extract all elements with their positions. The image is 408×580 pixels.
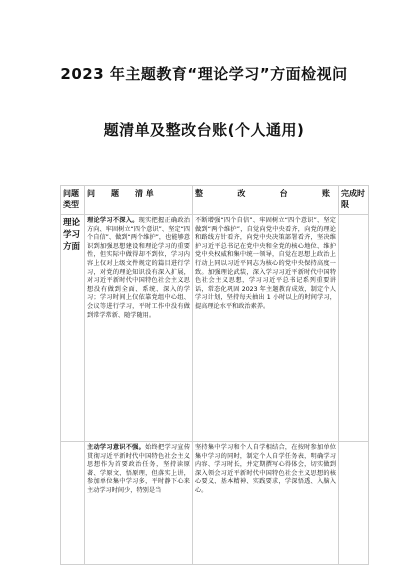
- issue-text: 始终把学习宣传贯彻习近平新时代中国特色社会主义思想作为首要政治任务，坚持读原著、学原文、悟原理，但落实上讲，参加单位集中学习多，平时静下心来主动学习时间少，特别是当: [87, 444, 191, 494]
- row-category: 理论学习方面: [63, 218, 81, 252]
- header-fix-char-3: 台: [279, 189, 288, 198]
- document-title-line1: 2023 年主题教育“理论学习”方面检视问: [60, 65, 348, 83]
- issue-cell: [85, 215, 193, 442]
- header-fix-char-4: 账: [321, 189, 330, 198]
- rectification-text: 不断增强“四个自信”、牢固树立“四个意识”、坚定做到“两个维护”，自觉向党中央看齐，向党的理论和路线方针看齐，向党中央决策部署看齐，坚决维护习近平总书记在党中央和全党的核心地位、维护党中央权威和集中统一领导，自觉在思想上政治上行动上同以习近平同志为核心的党中央保持高度一致。加强理论武装，深入学习习近平新时代中国特色社会主义思想，学习习近平总书记系列重要讲话，常态化巩固 2023 年主题教育成效，制定个人学习计划，坚持每天抽出 1 小时以上的时间学习，提高理论水平和政治素养。: [195, 217, 336, 310]
- issue-title: 主动学习意识不强。: [87, 444, 146, 451]
- issue-content: [87, 217, 190, 320]
- rectification-cell: [193, 442, 339, 565]
- deadline-cell: [339, 442, 369, 565]
- deadline-cell: [339, 215, 369, 442]
- issue-title: 理论学习不深入。: [87, 217, 139, 224]
- issue-text: 现实把握正确政治方向、牢固树立“四个意识”、坚定“四个自信”、做到“两个维护”，也能够意识到加强思想建设和理论学习的重要性，但实际中做得却不到位，学习内容上仅对上级文件规定的篇目进行学习，对党的理论知识没有深入扩展，对习近平新时代中国特色社会主义思想没有做到全面、系统、深入的学习；学习时间上仅依靠党组中心组、会议等进行学习，平时工作中没有做到常学常新、随学随用。: [87, 217, 191, 319]
- rectification-ledger-table: [60, 185, 369, 565]
- header-issue-list: [85, 186, 193, 215]
- header-issue-part-a: 问 题 清: [87, 189, 143, 198]
- header-fix-char-2: 改: [237, 189, 246, 198]
- table-row: [61, 215, 369, 442]
- rectification-text: 坚持集中学习和个人自学相结合，在按时参加单位集中学习的同时，制定个人自学任务表，明确学习内容、学习时长，并定期撰写心得体会，切实做到深入领会习近平新时代中国特色社会主义思想的核心要义、基本精神、实践要求，学深悟透、入脑入心。: [195, 444, 336, 494]
- header-category: 问题类型: [61, 186, 85, 215]
- row-category-cell: [61, 442, 85, 565]
- table-row: [61, 442, 369, 565]
- document-title-line2: 题清单及整改台账(个人通用): [103, 121, 305, 139]
- rectification-cell: [193, 215, 339, 442]
- header-issue-part-b: 单: [145, 189, 154, 198]
- issue-content: [87, 444, 190, 496]
- row-category-cell: [61, 215, 85, 442]
- header-fix-char-1: 整: [195, 189, 203, 198]
- table-header-row: [61, 186, 369, 215]
- header-deadline: 完成时限: [339, 186, 369, 215]
- issue-cell: [85, 442, 193, 565]
- header-rectification: [193, 186, 339, 215]
